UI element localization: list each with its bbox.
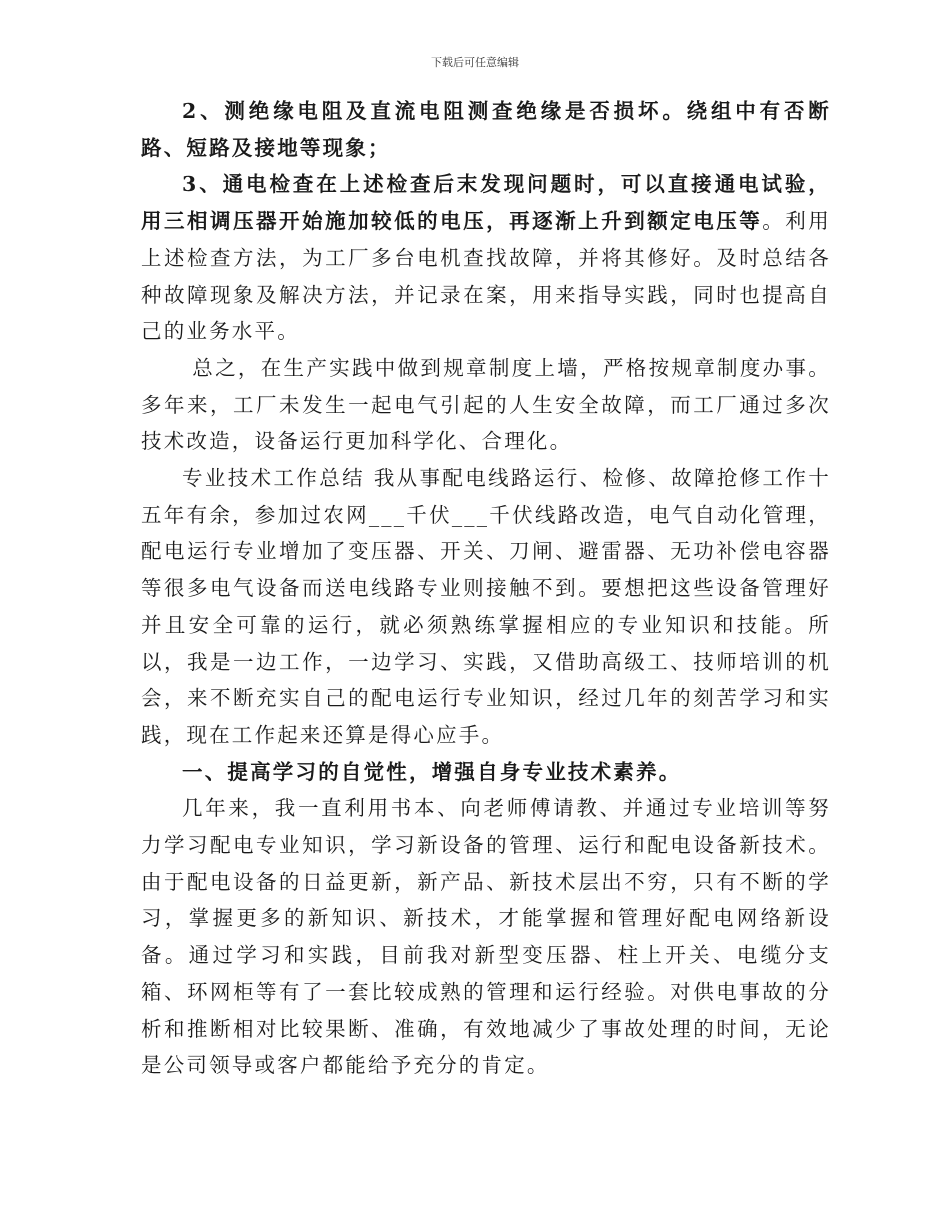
section-heading-learning: 一、提高学习的自觉性，增强自身专业技术素养。	[182, 759, 682, 784]
paragraph-work-summary: 专业技术工作总结 我从事配电线路运行、检修、故障抢修工作十五年有余，参加过农网___千伏___千伏线路改造，电气自动化管理，配电运行专业增加了变压器、开关、刀闸、避雷器、无功补偿电容器等很多电气设备而送电线路专业则接触不到。要想把这些设备管理好并且安全可靠的运行，就必须熟练掌握相应的专业知识和技能。所以，我是一边工作，一边学习、实践，又借助高级工、技师培训的机会，来不断充实自己的配电运行专业知识，经过几年的刻苦学习和实践，现在工作起来还算是得心应手。	[141, 466, 831, 747]
power-on-check-bold-text: 3、通电检查在上述检查后末发现问题时，可以直接通电试验，用三相调压器开始施加较低的电压，再逐渐上升到额定电压等	[141, 172, 831, 234]
power-on-check-rest-text: 。利用上述检查方法，为工厂多台电机查找故障，并将其修好。及时总结各种故障现象及解决方法，并记录在案，用来指导实践，同时也提高自己的业务水平。	[141, 209, 831, 344]
paragraph-insulation-test: 2、测绝缘电阻及直流电阻测查绝缘是否损坏。绕组中有否断路、短路及接地等现象；	[141, 99, 831, 160]
paragraph-learning: 几年来，我一直利用书本、向老师傅请教、并通过专业培训等努力学习配电专业知识，学习新设备的管理、运行和配电设备新技术。由于配电设备的日益更新，新产品、新技术层出不穷，只有不断的学习，掌握更多的新知识、新技术，才能掌握和管理好配电网络新设备。通过学习和实践，目前我对新型变压器、柱上开关、电缆分支箱、环网柜等有了一套比较成熟的管理和运行经验。对供电事故的分析和推断相对比较果断、准确，有效地减少了事故处理的时间，无论是公司领导或客户都能给予充分的肯定。	[141, 796, 831, 1078]
paragraph-summary: 总之，在生产实践中做到规章制度上墙，严格按规章制度办事。多年来，工厂未发生一起电气引起的人生安全故障，而工厂通过多次技术改造，设备运行更加科学化、合理化。	[141, 355, 831, 454]
paragraph-power-on-check	[141, 166, 831, 350]
document-body	[141, 93, 831, 1084]
page-header: 下载后可任意编辑	[431, 56, 519, 69]
